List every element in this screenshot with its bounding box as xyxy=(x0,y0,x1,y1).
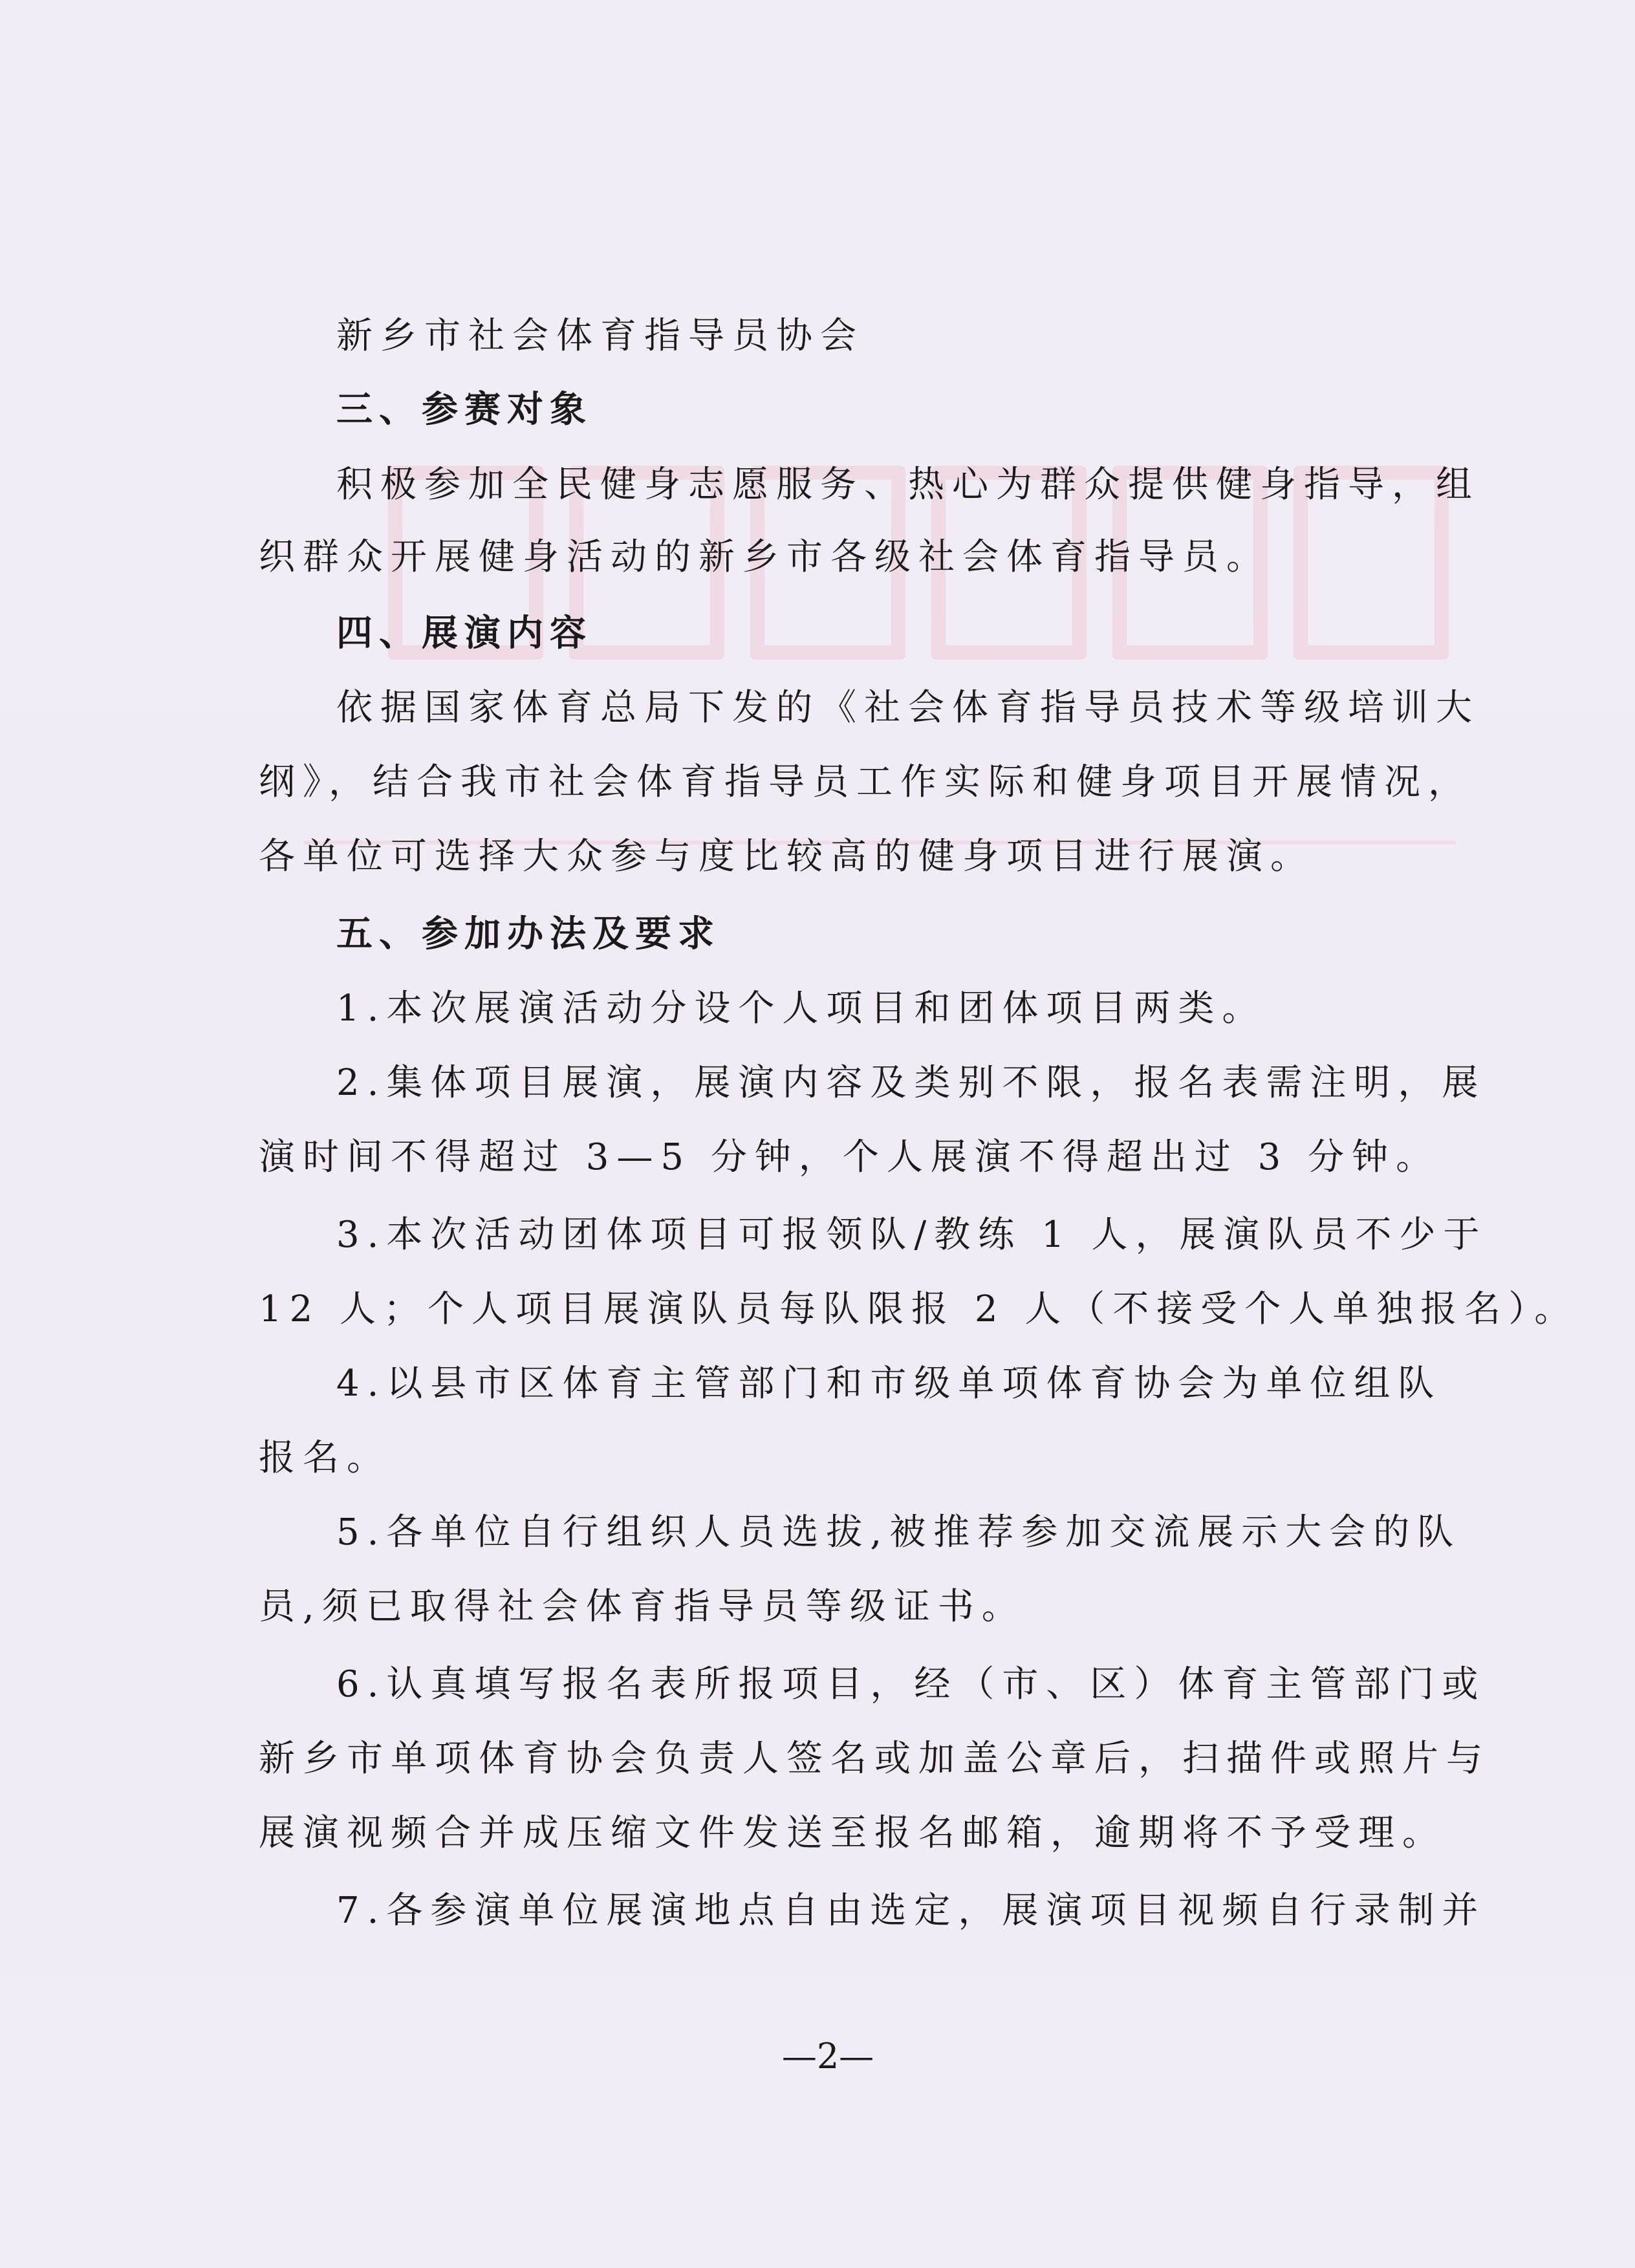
section-5-line-4: 3.本次活动团体项目可报领队/教练 1 人，展演队员不少于 xyxy=(336,1214,1488,1256)
page-number: —2— xyxy=(781,2036,874,2077)
section-3-line-1: 积极参加全民健身志愿服务、热心为群众提供健身指导，组 xyxy=(336,464,1480,506)
section-4-line-1: 依据国家体育总局下发的《社会体育指导员技术等级培训大 xyxy=(336,687,1480,729)
section-5-line-8: 5.各单位自行组织人员选拔,被推荐参加交流展示大会的队 xyxy=(336,1511,1462,1553)
section-3-heading: 三、参赛对象 xyxy=(336,389,592,431)
organizer-line: 新乡市社会体育指导员协会 xyxy=(336,315,864,357)
section-5-line-9: 员,须已取得社会体育指导员等级证书。 xyxy=(259,1586,1026,1628)
section-5-line-12: 展演视频合并成压缩文件发送至报名邮箱，逾期将不予受理。 xyxy=(259,1812,1446,1854)
section-5-line-6: 4.以县市区体育主管部门和市级单项体育协会为单位组队 xyxy=(336,1363,1442,1405)
section-5-line-5: 12 人；个人项目展演队员每队限报 2 人（不接受个人单独报名）。 xyxy=(259,1288,1579,1330)
section-5-line-11: 新乡市单项体育协会负责人签名或加盖公章后，扫描件或照片与 xyxy=(259,1738,1490,1780)
section-4-line-2: 纲》，结合我市社会体育指导员工作实际和健身项目开展情况， xyxy=(259,761,1472,803)
section-5-line-7: 报名。 xyxy=(259,1437,391,1479)
section-5-heading: 五、参加办法及要求 xyxy=(336,913,720,955)
section-5-line-13: 7.各参演单位展演地点自由选定，展演项目视频自行录制并 xyxy=(336,1890,1486,1932)
section-4-line-3: 各单位可选择大众参与度比较高的健身项目进行展演。 xyxy=(259,836,1314,878)
section-3-line-2: 织群众开展健身活动的新乡市各级社会体育指导员。 xyxy=(259,536,1270,578)
section-5-line-10: 6.认真填写报名表所报项目，经（市、区）体育主管部门或 xyxy=(336,1663,1486,1705)
section-5-line-2: 2.集体项目展演，展演内容及类别不限，报名表需注明，展 xyxy=(336,1062,1486,1104)
section-4-heading: 四、展演内容 xyxy=(336,612,592,654)
section-5-line-3: 演时间不得超过 3—5 分钟，个人展演不得超出过 3 分钟。 xyxy=(259,1136,1440,1178)
section-5-line-1: 1.本次展演活动分设个人项目和团体项目两类。 xyxy=(336,988,1266,1030)
